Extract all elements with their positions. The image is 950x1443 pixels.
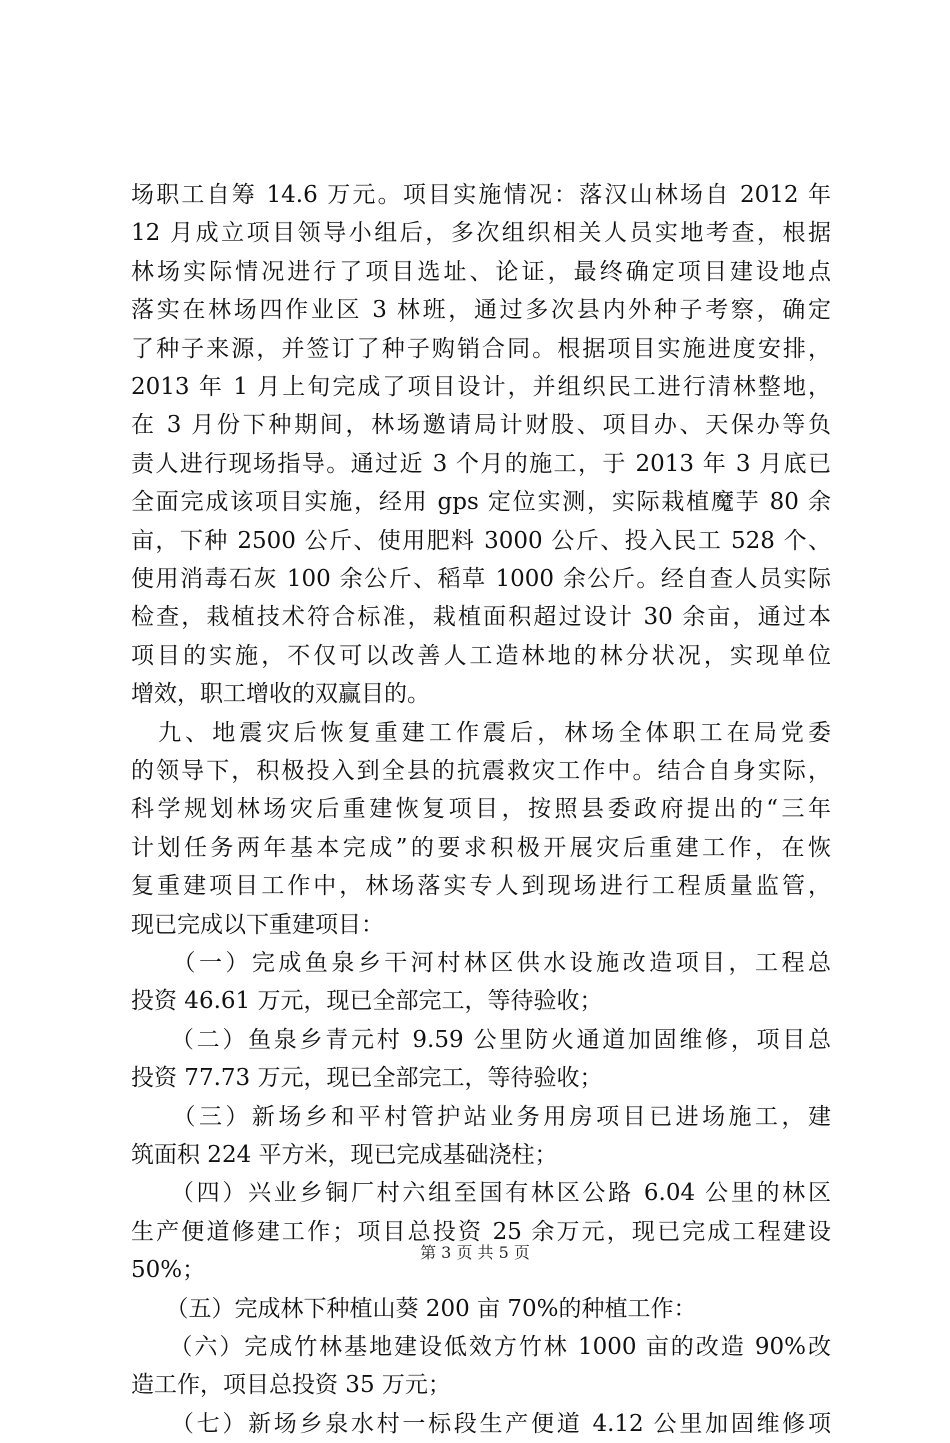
text-line: 全面完成该项目实施，经用 gps 定位实测，实际栽植魔芋 80 余: [131, 489, 831, 516]
text-line: 计划任务两年基本完成”的要求积极开展灾后重建工作，在恢: [131, 834, 831, 861]
text-line: 筑面积 224 平方米，现已完成基础浇柱；: [131, 1142, 558, 1168]
text-line: 在 3 月份下种期间，林场邀请局计财股、项目办、天保办等负: [131, 412, 831, 439]
text-line: 林场实际情况进行了项目选址、论证，最终确定项目建设地点: [131, 258, 831, 285]
text-line: 科学规划林场灾后重建恢复项目，按照县委政府提出的“三年: [131, 796, 831, 823]
text-line: （四）兴业乡铜厂村六组至国有林区公路 6.04 公里的林区: [131, 1180, 831, 1207]
text-line: 造工作，项目总投资 35 万元；: [131, 1372, 451, 1399]
text-line: 复重建项目工作中，林场落实专人到现场进行工程质量监管，: [131, 873, 831, 900]
text-line: 了种子来源，并签订了种子购销合同。根据项目实施进度安排，: [131, 335, 831, 362]
page-footer: 第 3 页 共 5 页: [420, 1243, 530, 1262]
text-line: 增效，职工增收的双赢目的。: [131, 681, 430, 708]
text-line: 亩，下种 2500 公斤、使用肥料 3000 公斤、投入民工 528 个、: [131, 527, 831, 554]
text-line: 投资 46.61 万元，现已全部完工，等待验收；: [131, 988, 603, 1015]
text-line: （六）完成竹林基地建设低效方竹林 1000 亩的改造 90%改: [131, 1334, 831, 1360]
text-line: 场职工自筹 14.6 万元。项目实施情况：落汉山林场自 2012 年: [131, 182, 831, 208]
text-line: 50%；: [131, 1257, 206, 1284]
text-line: 投资 77.73 万元，现已全部完工，等待验收；: [131, 1065, 603, 1092]
text-line: 使用消毒石灰 100 余公斤、稻草 1000 余公斤。经自查人员实际: [131, 566, 831, 592]
text-line: 九、地震灾后恢复重建工作震后，林场全体职工在局党委: [131, 719, 831, 746]
text-line: （七）新场乡泉水村一标段生产便道 4.12 公里加固维修项: [131, 1410, 831, 1437]
text-line: 项目的实施，不仅可以改善人工造林地的林分状况，实现单位: [131, 642, 831, 669]
text-line: 2013 年 1 月上旬完成了项目设计，并组织民工进行清林整地，: [131, 374, 831, 400]
text-line: 落实在林场四作业区 3 林班，通过多次县内外种子考察，确定: [131, 297, 831, 324]
text-line: （三）新场乡和平村管护站业务用房项目已进场施工，建: [131, 1103, 831, 1130]
text-line: 检查，栽植技术符合标准，栽植面积超过设计 30 余亩，通过本: [131, 604, 831, 631]
text-line: （一）完成鱼泉乡干河村林区供水设施改造项目，工程总: [131, 950, 831, 976]
text-line: （五）完成林下种植山葵 200 亩 70%的种植工作：: [131, 1295, 697, 1322]
text-line: 的领导下，积极投入到全县的抗震救灾工作中。结合自身实际，: [131, 758, 831, 784]
text-line: 责人进行现场指导。通过近 3 个月的施工，于 2013 年 3 月底已: [131, 450, 831, 477]
text-line: 生产便道修建工作；项目总投资 25 余万元，现已完成工程建设: [131, 1218, 831, 1245]
text-line: 12 月成立项目领导小组后，多次组织相关人员实地考查，根据: [131, 220, 831, 247]
text-line: 现已完成以下重建项目：: [131, 911, 384, 938]
text-line: （二）鱼泉乡青元村 9.59 公里防火通道加固维修，项目总: [131, 1026, 831, 1053]
